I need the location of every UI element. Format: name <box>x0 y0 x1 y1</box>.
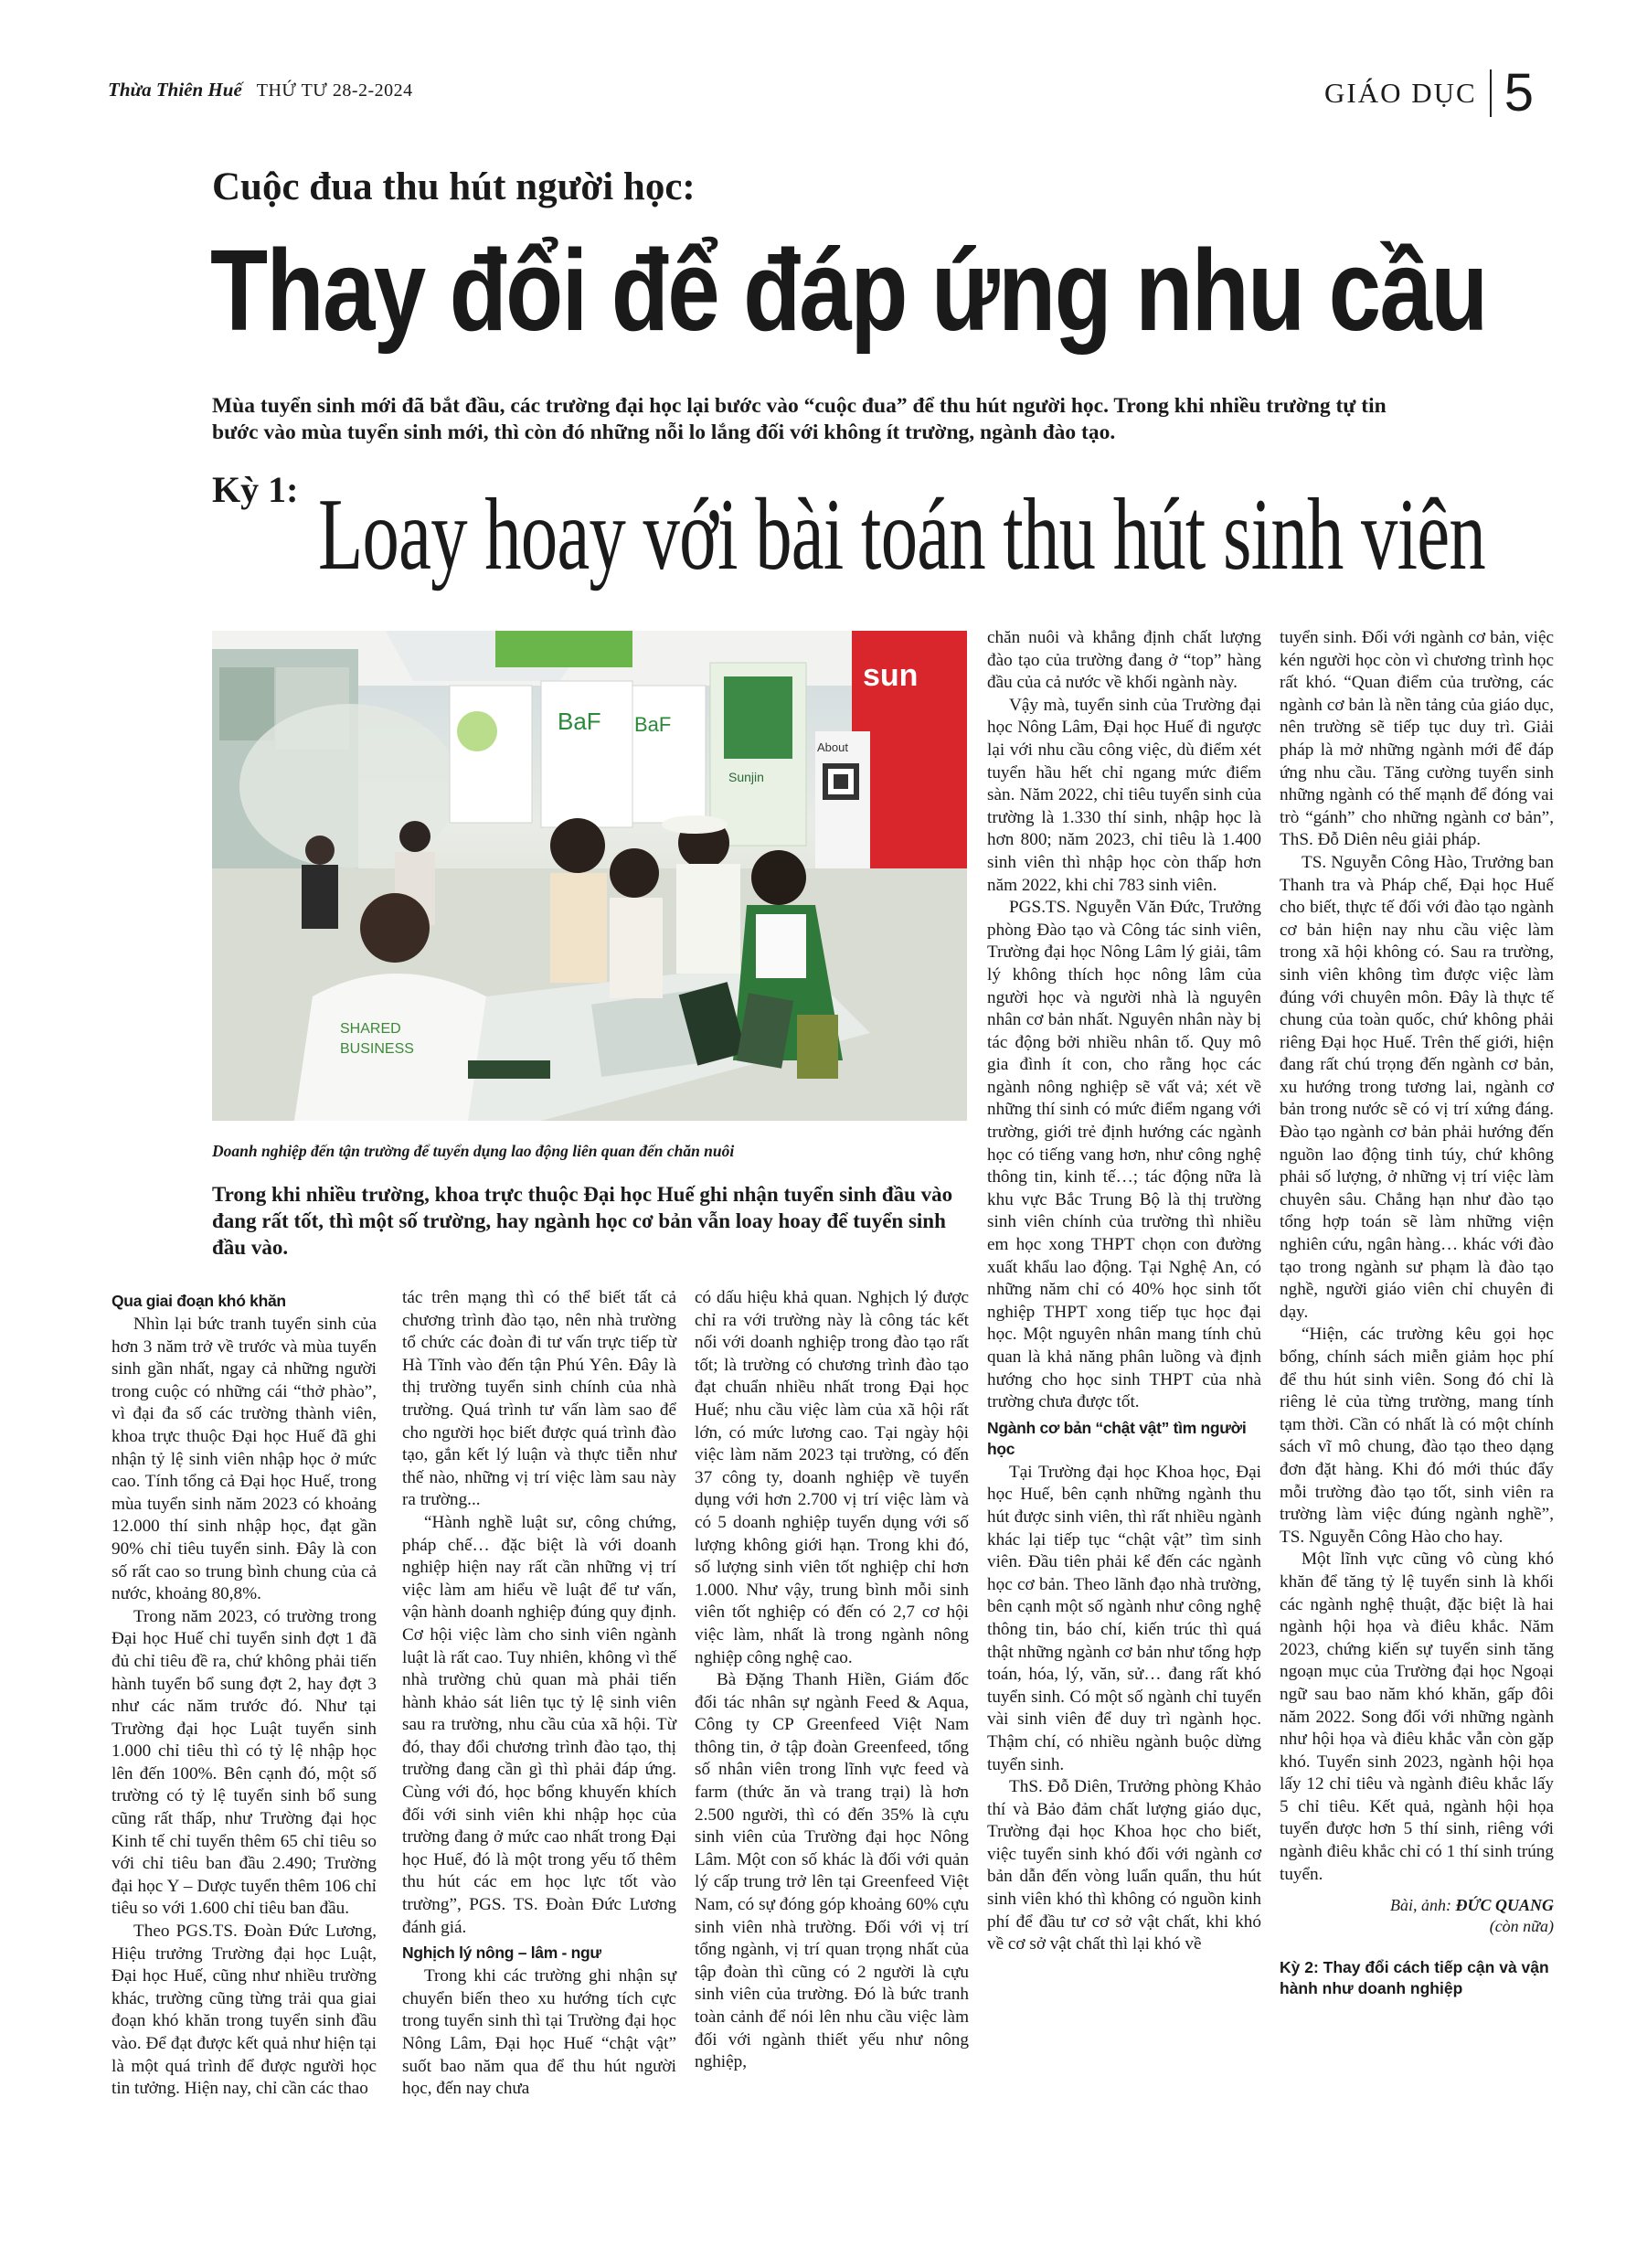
section-heading: Ngành cơ bản “chật vật” tìm người học <box>987 1418 1247 1458</box>
byline-prefix: Bài, ảnh: <box>1390 1896 1456 1915</box>
article-lede: Trong khi nhiều trường, khoa trực thuộc Đại học Huế ghi nhận tuyển sinh đầu vào đang rất tốt, thì một số trường, hay ngành học cơ bản vẫn loay hoay để tuyển sinh đầu vào. <box>212 1183 953 1259</box>
article-photo <box>212 631 967 1121</box>
main-headline: Thay đổi để đáp ứng nhu cầu <box>210 226 1487 355</box>
paragraph: tuyển sinh. Đối với ngành cơ bản, việc kén người học còn vì chương trình học rất khó. “Quan điểm của trường, các ngành cơ bản là nền tảng của giáo dục, nên trường sẽ tiếp tục duy trì. Giải pháp là mở những ngành mới để đáp ứng nhu cầu. Tăng cường tuyển sinh những ngành có thế mạnh để đóng vai trò “gánh” cho những ngành cơ bản”, ThS. Đỗ Diên nêu giải pháp. <box>1280 628 1554 850</box>
paragraph: Một lĩnh vực cũng vô cùng khó khăn để tăng tỷ lệ tuyển sinh là khối các ngành nghệ thuật, đặc biệt là hai ngành hội họa và điêu khắc. Năm 2023, chứng kiến sự tuyển sinh tăng ngoạn mục của Trường đại học Ngoại ngữ sau bao năm khó khăn, gấp đôi năm 2022. Song đối với những ngành như hội họa và điêu khắc vẫn còn gặp khó. Tuyển sinh 2023, ngành hội họa lấy 12 chỉ tiêu và ngành điêu khắc lấy 5 chỉ tiêu. Kết quả, ngành hội họa tuyển được hơn 5 thí sinh, riêng với ngành điêu khắc chỉ có 1 thí sinh trúng tuyển. <box>1280 1549 1554 1884</box>
photo-sign-baf-2: BaF <box>634 713 672 736</box>
paragraph: Trong khi các trường ghi nhận sự chuyển biến theo xu hướng tích cực trong tuyển sinh thì tại Trường đại học Nông Lâm, Đại học Huế “chật vật” suốt bao năm qua để thu hút người học, đến nay chưa <box>402 1966 676 2099</box>
continued-note: (còn nữa) <box>1489 1917 1554 1936</box>
kicker: Cuộc đua thu hút người học: <box>212 165 696 208</box>
paragraph: ThS. Đỗ Diên, Trưởng phòng Khảo thí và Bảo đảm chất lượng giáo dục, Trường đại học Khoa học cho biết, việc tuyển sinh khó đối với ngành cơ bản dẫn đến vòng luẩn quẩn, thu hút sinh viên khó thì không có nguồn kinh phí để đầu tư cơ sở vật chất, khi khó về cơ sở vật chất thì lại khó về <box>987 1777 1261 1954</box>
paragraph: tác trên mạng thì có thể biết tất cả chương trình đào tạo, nên nhà trường tổ chức các đoàn đi tư vấn trực tiếp từ Hà Tĩnh vào đến tận Phú Yên. Đây là thị trường tuyển sinh chính của nhà trường. Quá trình tư vấn làm sao để cho người học biết được quá trình đào tạo, gắn kết lý luận và thực tiễn như thế nào, những vị trí việc làm sau này ra trường... <box>402 1288 676 1510</box>
issue-date: THỨ TƯ 28-2-2024 <box>256 80 413 101</box>
photo-sign-sun: sun <box>863 658 919 693</box>
photo-sign-baf-1: BaF <box>558 708 601 735</box>
body-column-3 <box>695 1287 969 2074</box>
standfirst: Mùa tuyển sinh mới đã bắt đầu, các trường đại học lại bước vào “cuộc đua” để thu hút người học. Trong khi nhiều trường tự tin bước vào mùa tuyển sinh mới, thì còn đó những nỗi lo lắng đối với không ít trường, ngành đào tạo. <box>212 394 1387 444</box>
photo-shirt-text-1: SHARED <box>340 1021 401 1037</box>
paragraph: Trong năm 2023, có trường trong Đại học Huế chỉ tuyển sinh đợt 1 đã đủ chỉ tiêu đề ra, chứ không phải tiến hành tuyển bổ sung đợt 2, hay đợt 3 như các năm trước đó. Như tại Trường đại học Luật tuyển sinh 1.000 chỉ tiêu thì có tỷ lệ nhập học lên đến 100%. Bên cạnh đó, một số trường có tỷ lệ tuyển sinh bổ sung cũng rất thấp, như Trường đại học Kinh tế chỉ tuyển thêm 65 chỉ tiêu so với chỉ tiêu ban đầu 2.490; Trường đại học Y – Dược tuyển thêm 106 chỉ tiêu so với 1.600 chỉ tiêu ban đầu. <box>112 1606 377 1919</box>
paragraph: “Hành nghề luật sư, công chứng, pháp chế… đặc biệt là với doanh nghiệp hiện nay rất cần những vị trí việc làm am hiểu về luật để tư vấn, vận hành doanh nghiệp đúng quy định. Cơ hội việc làm cho sinh viên ngành luật là rất cao. Tuy nhiên, không vì thế nhà trường chủ quan mà phải tiến hành khảo sát liên tục tỷ lệ sinh viên sau ra trường, nhu cầu của xã hội. Từ đó, thay đổi chương trình đào tạo, thị trường đang cần gì thì phải đáp ứng. Cùng với đó, học bổng khuyến khích đối với sinh viên khi nhập học của trường đang ở mức cao nhất trong Đại học Huế, đó là một trong yếu tố thêm thu hút các em học lực tốt vào trường”, PGS. TS. Đoàn Đức Lương đánh giá. <box>402 1512 676 1937</box>
paragraph: Bà Đặng Thanh Hiền, Giám đốc đối tác nhân sự ngành Feed & Aqua, Công ty CP Greenfeed Việt Nam thông tin, ở tập đoàn Greenfeed, tổng số nhân viên trong lĩnh vực feed và farm (thức ăn và trang trại) là hơn 2.500 người, thì có đến 35% là cựu sinh viên của Trường đại học Nông Lâm. Một con số khác là đối với quản lý cấp trung trở lên tại Greenfeed Việt Nam, có sự đóng góp khoảng 60% cựu sinh viên nhà trường. Đối với vị trí tổng ngành, vị trí quan trọng nhất của tập đoàn thì cũng có 2 người là cựu sinh viên của trường. Đó là bức tranh toàn cảnh để nói lên nhu cầu việc làm đối với ngành thiết yếu như nông nghiệp, <box>695 1670 969 2072</box>
photo-shirt-text-2: BUSINESS <box>340 1041 414 1057</box>
photo-sign-about: About <box>817 740 848 754</box>
section-header <box>1324 63 1534 122</box>
body-column-5 <box>1280 627 1554 1999</box>
newspaper-name: Thừa Thiên Huế <box>108 79 242 101</box>
body-column-4 <box>987 627 1261 1956</box>
section-heading: Qua giai đoạn khó khăn <box>112 1292 286 1310</box>
body-column-1 <box>112 1287 377 2101</box>
sub-headline: Loay hoay với bài toán thu hút sinh viên <box>318 478 1485 591</box>
byline <box>1280 1895 1554 1937</box>
photo-caption: Doanh nghiệp đến tận trường để tuyển dụng lao động liên quan đến chăn nuôi <box>212 1142 735 1160</box>
part-label: Kỳ 1: <box>212 469 299 510</box>
body-column-2 <box>402 1287 676 2101</box>
section-heading: Nghịch lý nông – lâm - ngư <box>402 1943 601 1963</box>
paragraph: TS. Nguyễn Công Hào, Trưởng ban Thanh tra và Pháp chế, Đại học Huế cho biết, thực tế đối với đào tạo ngành cơ bản hiện nay nhu cầu việc làm trong xã hội không có. Sau ra trường, sinh viên không tìm được việc làm đúng với chuyên môn. Đây là thực tế chung của toàn quốc, chứ không phải riêng Đại học Huế. Trên thế giới, hiện đang rất chú trọng đến ngành cơ bản, xu hướng trong tương lai, ngành cơ bản trong nước sẽ có vị trí xứng đáng. Đào tạo ngành cơ bản phải hướng đến nguồn lao động tinh túy, chứ không phải số lượng, ở những vị trí việc làm chuyên sâu. Chẳng hạn như đào tạo tổng hợp toán sẽ làm những viện nghiên cứu, ngân hàng… khác với đào tạo trong ngành sư phạm là đào tạo nghề, người giáo viên chỉ chuyên đi dạy. <box>1280 852 1554 1322</box>
paragraph: Nhìn lại bức tranh tuyển sinh của hơn 3 năm trở về trước và mùa tuyển sinh gần nhất, ngay cả những người trong cuộc có những cái “thở phào”, vì đại đa số các trường thành viên, khoa trực thuộc Đại học Huế đã ghi nhận tỷ lệ sinh viên nhập học ở mức cao. Tính tổng cả Đại học Huế, trong mùa tuyển sinh năm 2023 có khoảng 12.000 thí sinh nhập học, đạt gần 90% chỉ tiêu tuyển sinh. Đây là con số rất cao so trung bình chung của cả nước, khoảng 80,8%. <box>112 1315 377 1604</box>
paragraph: có dấu hiệu khả quan. Nghịch lý được chỉ ra với trường này là công tác kết nối với doanh nghiệp trong đào tạo rất tốt; là trường có chương trình đào tạo đạt chuẩn nhiều nhất trong Đại học Huế; nhu cầu việc làm của xã hội rất lớn, có mức lương cao. Tại ngày hội việc làm năm 2023 tại trường, có đến 37 công ty, doanh nghiệp về tuyển dụng với hơn 2.700 vị trí việc làm và có 5 doanh nghiệp tuyển dụng với số lượng không giới hạn. Trong khi đó, số lượng sinh viên tốt nghiệp chỉ hơn 1.000. Như vậy, trung bình mỗi sinh viên tốt nghiệp có đến có 2,7 cơ hội việc làm, nhất là trong ngành nông nghiệp công nghệ cao. <box>695 1288 969 1667</box>
section-name: GIÁO DỤC <box>1324 77 1477 109</box>
paragraph: PGS.TS. Nguyễn Văn Đức, Trưởng phòng Đào tạo và Công tác sinh viên, Trường đại học Nông Lâm lý giải, tâm lý không thích học nông lâm của người học và người nhà là nguyên nhân cơ bản nhất. Nguyên nhân này bị tác động bởi nhiều nhân tố. Quy mô gia đình ít con, cho rằng học các ngành nông nghiệp sẽ vất vả; xét về những thí sinh có mức điểm ngang với trường, giới trẻ định hướng các ngành học có tiếng vang hơn, như công nghệ thông tin, kinh tế…; tác động nữa là khu vực Bắc Trung Bộ là thị trường sinh viên chính của trường thì nhiều em học xong THPT chọn con đường xuất khẩu lao động. Tại Nghệ An, có những năm chỉ có 40% học sinh tốt nghiệp THPT xong tiếp tục học đại học. Một nguyên nhân mang tính chủ quan là khả năng phân luồng và định hướng cho học sinh THPT của nhà trường chưa được tốt. <box>987 898 1261 1412</box>
next-part-teaser: Kỳ 2: Thay đổi cách tiếp cận và vận hành như doanh nghiệp <box>1280 1958 1549 1998</box>
paragraph: chăn nuôi và khẳng định chất lượng đào tạo của trường đang ở “top” hàng đầu của cả nước về khối ngành này. <box>987 628 1261 693</box>
paragraph: Vậy mà, tuyển sinh của Trường đại học Nông Lâm, Đại học Huế đi ngược lại với nhu cầu công việc, dù điểm xét tuyển hầu hết chỉ ngang mức điểm sàn. Năm 2022, chỉ tiêu tuyển sinh của trường là 1.330 thí sinh, nhập học là hơn 800; năm 2023, chỉ tiêu là 1.400 sinh viên thì nhập học còn thấp hơn năm 2022, khi chỉ 783 sinh viên. <box>987 695 1261 895</box>
photo-sign-sunjin: Sunjin <box>728 770 764 784</box>
paragraph: “Hiện, các trường kêu gọi học bổng, chính sách miễn giảm học phí để thu hút sinh viên. Song đó chỉ là riêng lẻ của từng trường, mang tính tạm thời. Cần có nhất là có một chính sách vĩ mô chung, đào tạo theo dạng đơn đặt hàng. Khi đó mới thúc đẩy mỗi trường đào tạo tốt, sinh viên ra trường làm việc đúng ngành nghề”, TS. Nguyễn Công Hào cho hay. <box>1280 1325 1554 1547</box>
paragraph: Theo PGS.TS. Đoàn Đức Lương, Hiệu trưởng Trường đại học Luật, Đại học Huế, cũng như nhiều trường khác, trường cũng từng trải qua giai đoạn khó khăn trong tuyển sinh đầu vào. Để đạt được kết quả như hiện tại là một quá trình để được người học tin tưởng. Hiện nay, chỉ cần các thao <box>112 1922 377 2099</box>
section-divider <box>1490 69 1492 117</box>
masthead <box>108 79 413 106</box>
paragraph: Tại Trường đại học Khoa học, Đại học Huế, bên cạnh những ngành thu hút được sinh viên, thì rất nhiều ngành khác lại tiếp tục “chật vật” tìm sinh viên. Đầu tiên phải kể đến các ngành học cơ bản. Theo lãnh đạo nhà trường, bên cạnh một số ngành như công nghệ thông tin, báo chí, kiến trúc thì quá thật những ngành cơ bản như tổng hợp toán, hóa, lý, văn, sử… đang rất khó tuyển sinh. Có một số ngành chỉ tuyển vài sinh viên để duy trì ngành học. Thậm chí, có nhiều ngành buộc dừng tuyển sinh. <box>987 1462 1261 1774</box>
byline-author: ĐỨC QUANG <box>1455 1896 1554 1915</box>
page-number: 5 <box>1504 63 1534 122</box>
photo-illustration <box>212 631 967 1121</box>
